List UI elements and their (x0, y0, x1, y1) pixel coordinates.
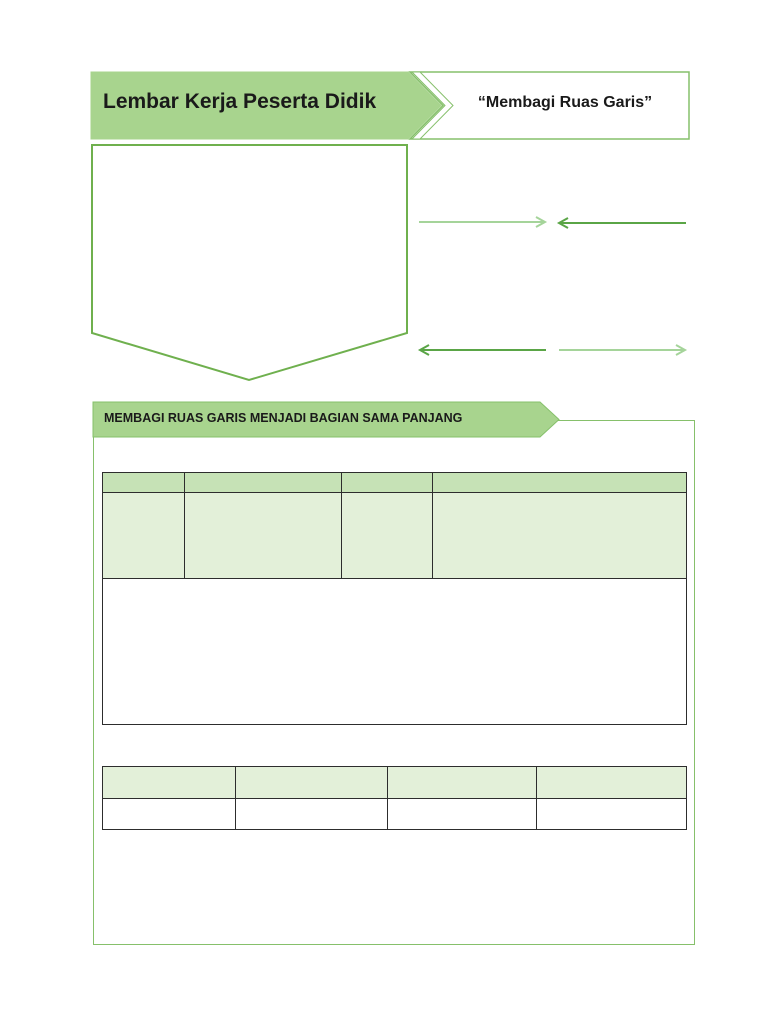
table-cell (185, 493, 342, 579)
section-title: MEMBAGI RUAS GARIS MENJADI BAGIAN SAMA PANJANG (104, 411, 463, 425)
answer-area (103, 579, 687, 725)
table-cell (236, 799, 388, 830)
arrow-right-icon (559, 345, 685, 355)
table-cell (388, 799, 537, 830)
table-cell (433, 493, 687, 579)
page-title: Lembar Kerja Peserta Didik (103, 90, 377, 113)
table-cell (103, 799, 236, 830)
table-cell (537, 767, 687, 799)
arrow-left-icon (559, 218, 686, 228)
table-cell (342, 493, 433, 579)
table-cell (537, 799, 687, 830)
table-cell (185, 473, 342, 493)
arrow-right-icon (419, 217, 545, 227)
worksheet-table-1 (102, 472, 687, 725)
table-cell (103, 493, 185, 579)
table-cell (236, 767, 388, 799)
pentagon-box (92, 145, 407, 380)
arrow-left-icon (420, 345, 546, 355)
table-cell (103, 473, 185, 493)
table-cell (342, 473, 433, 493)
table-cell (103, 767, 236, 799)
table-cell (388, 767, 537, 799)
header-banner (0, 0, 768, 400)
worksheet-table-2 (102, 766, 687, 830)
table-cell (433, 473, 687, 493)
page-subtitle: “Membagi Ruas Garis” (477, 94, 653, 111)
